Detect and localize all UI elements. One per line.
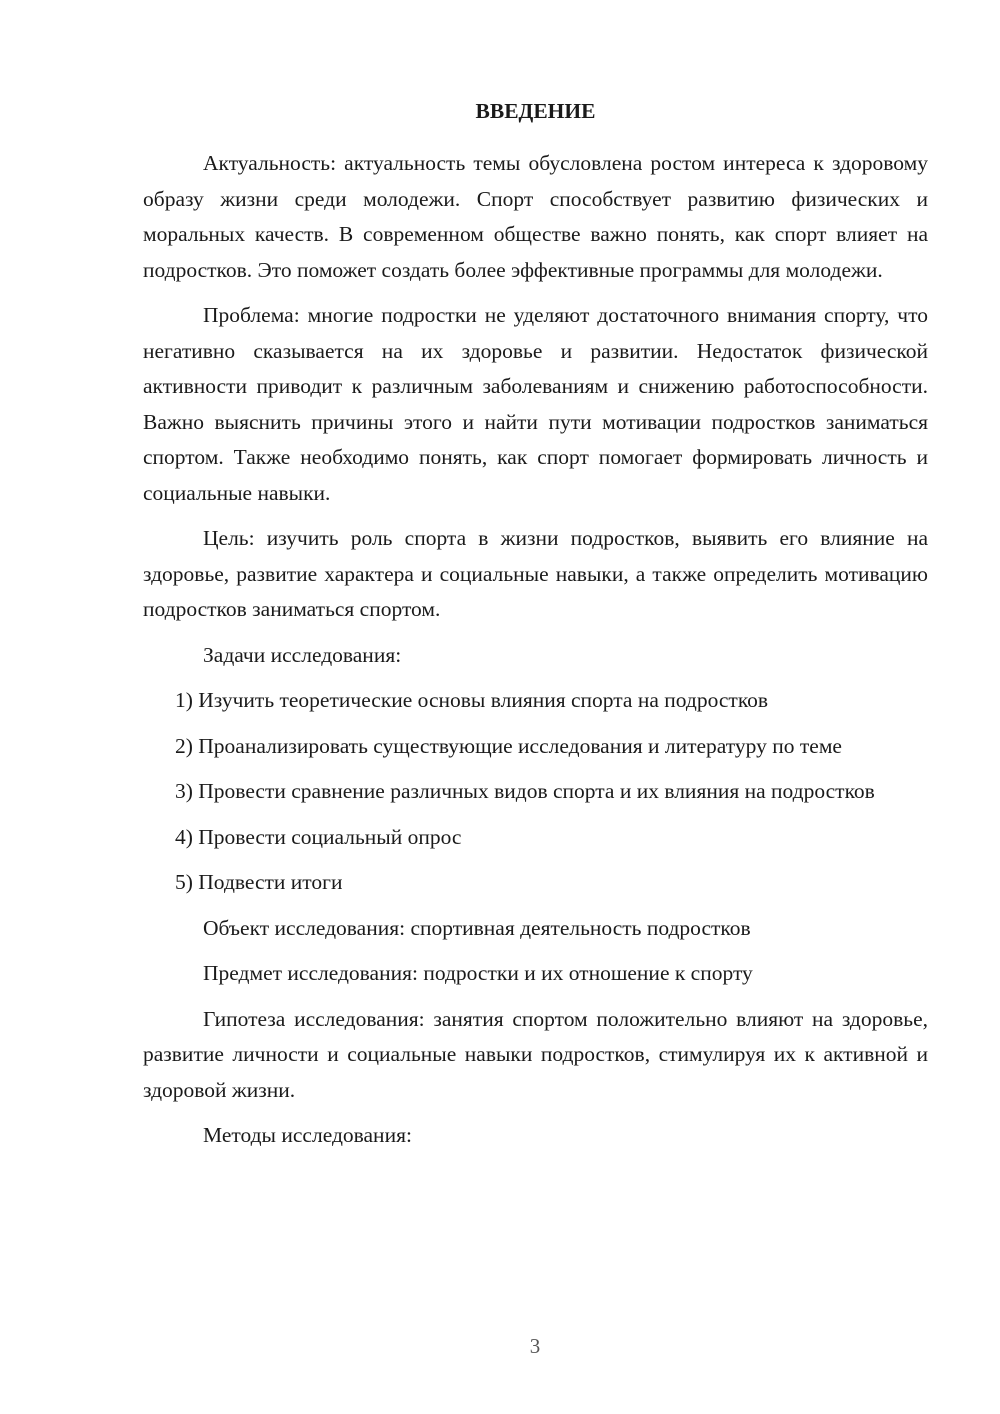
- task-item: 5) Подвести итоги: [175, 870, 343, 894]
- document-body: [143, 146, 928, 1164]
- problem-paragraph: Проблема: многие подростки не уделяют достаточного внимания спорту, что негативно сказывается на их здоровье и развитии. Недостаток физической активности приводит к различным заболеваниям и снижению работоспособности. Важно выяснить причины этого и найти пути мотивации подростков заниматься спортом. Также необходимо понять, как спорт помогает формировать личность и социальные навыки.: [143, 303, 928, 505]
- research-subject: Предмет исследования: подростки и их отношение к спорту: [203, 961, 753, 985]
- task-item: 4) Провести социальный опрос: [175, 824, 462, 849]
- task-item: 1) Изучить теоретические основы влияния спорта на подростков: [175, 688, 769, 712]
- page-title: ВВЕДЕНИЕ: [475, 99, 596, 123]
- relevance-paragraph: Актуальность: актуальность темы обусловлена ростом интереса к здоровому образу жизни среди молодежи. Спорт способствует развитию физических и моральных качеств. В современном обществе важно понять, как спорт влияет на подростков. Это поможет создать более эффективные программы для молодежи.: [143, 151, 928, 282]
- task-item: 3) Провести сравнение различных видов спорта и их влияния на подростков: [175, 779, 875, 803]
- page-number: 3: [529, 1334, 541, 1358]
- research-hypothesis: Гипотеза исследования: занятия спортом положительно влияют на здоровье, развитие личности и социальные навыки подростков, стимулируя их к активной и здоровой жизни.: [143, 1006, 928, 1102]
- research-object: Объект исследования: спортивная деятельность подростков: [203, 915, 751, 940]
- task-item: 2) Проанализировать существующие исследования и литературу по теме: [175, 733, 842, 758]
- goal-paragraph: Цель: изучить роль спорта в жизни подростков, выявить его влияние на здоровье, развитие характера и социальные навыки, а также определить мотивацию подростков заниматься спортом.: [143, 526, 928, 621]
- research-methods-heading: Методы исследования:: [203, 1123, 412, 1147]
- tasks-heading: Задачи исследования:: [203, 642, 402, 667]
